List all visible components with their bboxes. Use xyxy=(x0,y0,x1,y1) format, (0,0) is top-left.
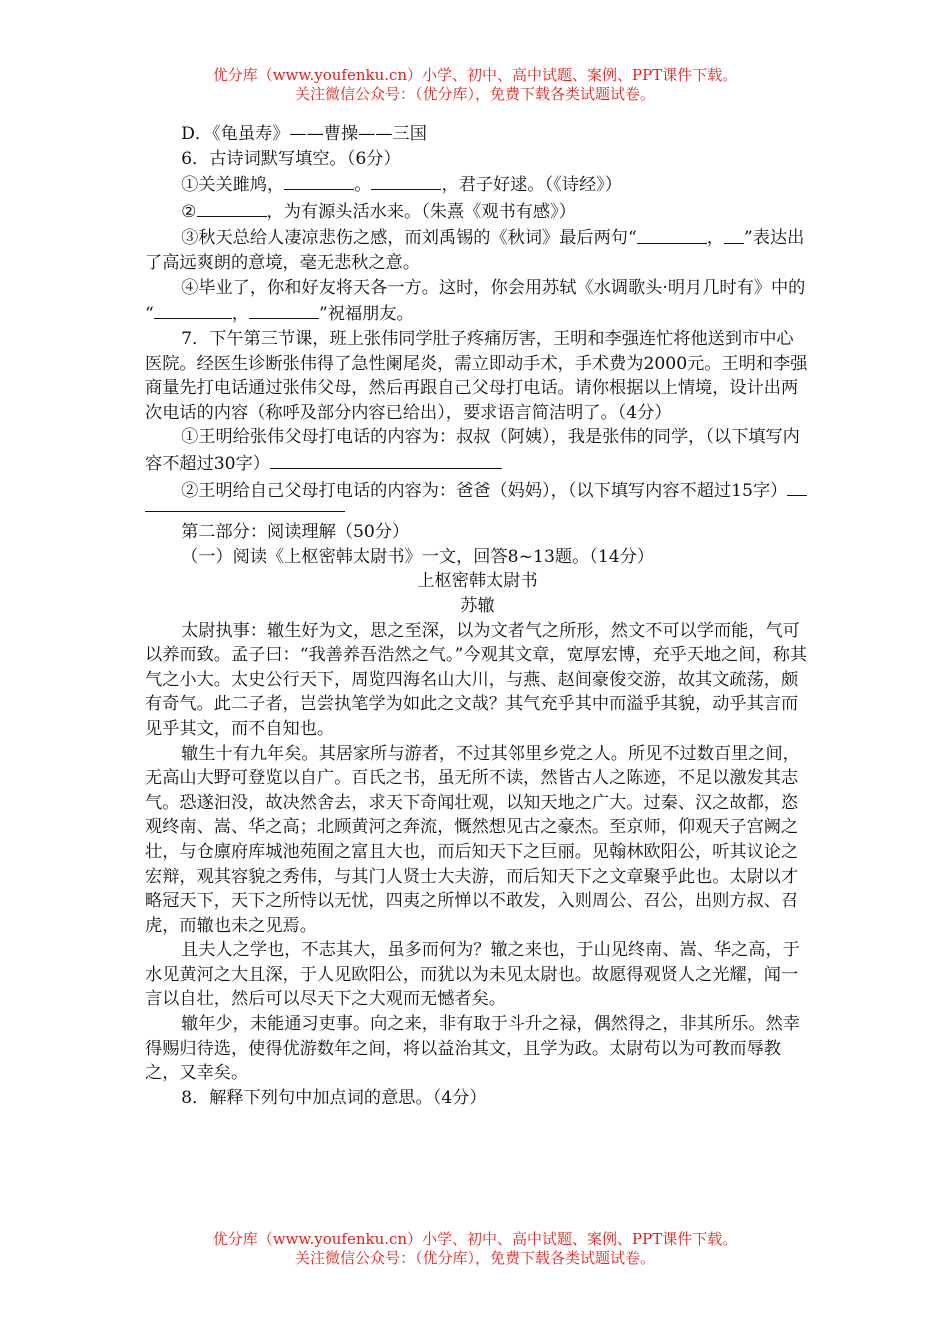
q6-item-4-cont: “ ， ”祝福朋友。 xyxy=(145,300,810,327)
essay-paragraph-3: 且夫人之学也，不志其大，虽多而何为？辙之来也，于山见终南、嵩、华之高，于水见黄河之大且深，于人见欧阳公，而犹以为未见太尉也。故愿得观贤人之光耀，闻一言以自壮，然后可以尽天下之大观而无憾者矣。 xyxy=(145,940,800,1010)
blank[interactable] xyxy=(249,300,319,319)
page-footer xyxy=(0,1230,950,1268)
q6-item-1: ①关关雎鸠， 。 ，君子好逑。（《诗经》） xyxy=(145,171,810,198)
blank[interactable] xyxy=(197,198,267,217)
essay-author: 苏辙 xyxy=(460,595,495,616)
essay-paragraph-1: 太尉执事：辙生好为文，思之至深，以为文者气之所形，然文不可以学而能，气可以养而致。孟子曰：“我善养吾浩然之气。”今观其文章，宽厚宏博，充乎天地之间，称其气之小大。太史公行天下，周览四海名山大川，与燕、赵间豪俊交游，故其文疏荡，颇有奇气。此二子者，岂尝执笔学为如此之文哉？其气充乎其中而溢乎其貌，动乎其言而见乎其文，而不自知也。 xyxy=(145,620,808,739)
essay-title: 上枢密韩太尉书 xyxy=(417,571,538,592)
q6-item-2: ② ，为有源头活水来。（朱熹《观书有感》） xyxy=(145,198,810,225)
q7-item-1: ①王明给张伟父母打电话的内容为：叔叔（阿姨），我是张伟的同学，（以下填写内容不超过30字） xyxy=(145,427,800,474)
essay-paragraph-2: 辙生十有九年矣。其居家所与游者，不过其邻里乡党之人。所见不过数百里之间，无高山大野可登览以自广。百氏之书，虽无所不读，然皆古人之陈迹，不足以激发其志气。恐遂汩没，故决然舍去，求天下奇闻壮观，以知天地之广大。过秦、汉之故都，恣观终南、嵩、华之高；北顾黄河之奔流，慨然想见古之豪杰。至京师，仰观天子宫阙之壮，与仓廪府库城池苑囿之富且大也，而后知天下之巨丽。见翰林欧阳公，听其议论之宏辩，观其容貌之秀伟，与其门人贤士大夫游，而后知天下之文章聚乎此也。太尉以才略冠天下，天下之所恃以无忧，四夷之所惮以不敢发，入则周公、召公，出则方叔、召虎，而辙也未之见焉。 xyxy=(145,743,800,936)
answer-line[interactable] xyxy=(787,477,807,496)
answer-line[interactable] xyxy=(270,450,502,469)
essay-paragraph-4: 辙年少，未能通习吏事。向之来，非有取于斗升之禄，偶然得之，非其所乐。然幸得赐归待选，使得优游数年之间，将以益治其文，且学为政。太尉苟以为可教而辱教之，又幸矣。 xyxy=(145,1014,800,1084)
blank[interactable] xyxy=(284,171,354,190)
q8-title: 8．解释下列句中加点词的意思。（4分） xyxy=(181,1087,487,1108)
page-header xyxy=(0,66,950,104)
q7-text: 7．下午第三节课，班上张伟同学肚子疼痛厉害，王明和李强连忙将他送到市中心医院。经医生诊断张伟得了急性阑尾炎，需立即动手术，手术费为2000元。王明和李强商量先打电话通过张伟父母，然后再跟自己父母打电话。请你根据以上情境，设计出两次电话的内容（称呼及部分内容已给出），要求语言简洁明了。（4分） xyxy=(145,328,808,423)
q7-item-2: ②王明给自己父母打电话的内容为：爸爸（妈妈），（以下填写内容不超过15字） xyxy=(145,477,810,504)
q6-item-4: ④毕业了，你和好友将天各一方。这时，你会用苏轼《水调歌头·明月几时有》中的 xyxy=(181,277,806,298)
answer-line-extension[interactable] xyxy=(145,503,345,512)
footer-line-2: 关注微信公众号：（优分库），免费下载各类试题试卷。 xyxy=(294,1249,655,1267)
header-line-2: 关注微信公众号：（优分库），免费下载各类试题试卷。 xyxy=(294,85,655,103)
part2-heading: 第二部分：阅读理解（50分） xyxy=(181,522,410,543)
q5-option-d: D．《龟虽寿》——曹操——三国 xyxy=(181,124,427,144)
document-body xyxy=(145,122,810,1110)
blank[interactable] xyxy=(724,224,744,243)
blank[interactable] xyxy=(371,171,441,190)
section1-heading: （一）阅读《上枢密韩太尉书》一文，回答8~13题。（14分） xyxy=(181,546,655,567)
footer-line-1: 优分库（www.youfenku.cn）小学、初中、高中试题、案例、PPT课件下载。 xyxy=(212,1230,738,1248)
header-line-1: 优分库（www.youfenku.cn）小学、初中、高中试题、案例、PPT课件下载。 xyxy=(212,66,738,84)
blank[interactable] xyxy=(637,224,707,243)
q6-item-3: ③秋天总给人凄凉悲伤之感，而刘禹锡的《秋词》最后两句“ ， ”表达出了高远爽朗的意境，毫无悲秋之意。 xyxy=(145,224,810,275)
blank[interactable] xyxy=(154,300,232,319)
q6-title: 6．古诗词默写填空。（6分） xyxy=(181,148,401,169)
